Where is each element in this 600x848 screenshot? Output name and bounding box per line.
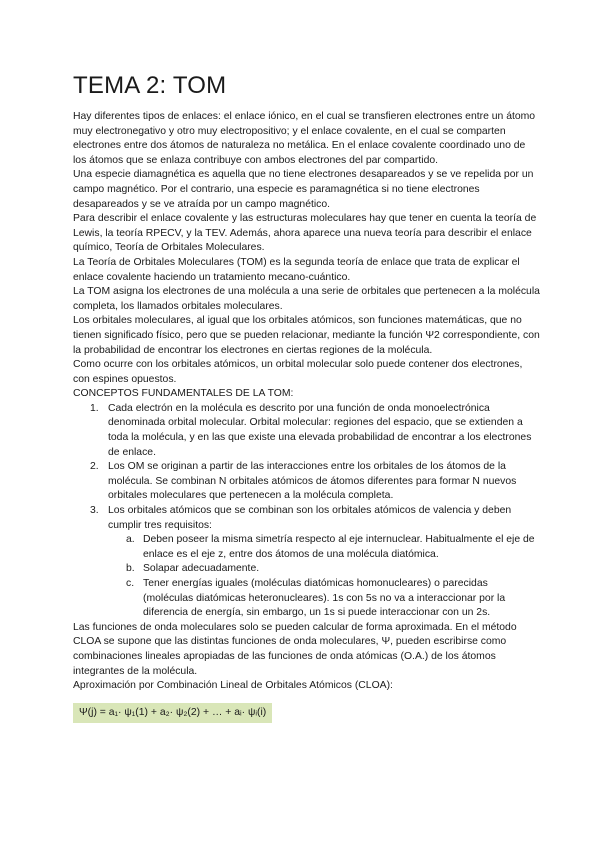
list-item-text: Tener energías iguales (moléculas diatómicas homonucleares) o parecidas (moléculas diatómicas heteronucleares). 1s con 5s no va a interaccionar por la diferencia de energía, sin embargo, un 1s si puede interaccionar con un 2s.: [143, 578, 506, 619]
list-item-text: Cada electrón en la molécula es descrito por una función de onda monoelectrónica denominada orbital molecular. Orbital molecular: regiones del espacio, que se extienden a toda la molécula, y en las que existe una elevada probabilidad de encontrar a los electrones de enlace.: [108, 402, 532, 458]
paragraph-tom-asigna: La TOM asigna los electrones de una molécula a una serie de orbitales que pertenecen a la molécula completa, los llamados orbitales moleculares.: [73, 286, 540, 312]
list-number: 2.: [90, 461, 99, 473]
requirements-list: [108, 533, 540, 621]
list-letter: c.: [126, 578, 135, 589]
list-item-text: Deben poseer la misma simetría respecto al eje internuclear. Habitualmente el eje de enlace es el eje z, entre dos átomos de una molécula diatómica.: [143, 534, 535, 560]
paragraph-funciones-onda: Las funciones de onda moleculares solo se pueden calcular de forma aproximada. En el método CLOA se supone que las distintas funciones de onda moleculares, Ψ, pueden escribirse como combinaciones lineales apropiadas de las funciones de onda atómicas (O.A.) de los átomos integrantes de la molécula.: [73, 621, 517, 677]
paragraph-cloa: Aproximación por Combinación Lineal de Orbitales Atómicos (CLOA):: [73, 680, 393, 692]
cloa-formula: Ψ(j) = a₁· ψ₁(1) + a₂· ψ₂(2) + … + aᵢ· ψᵢ(i): [73, 703, 272, 723]
paragraph-orbitales-moleculares: Los orbitales moleculares, al igual que los orbitales atómicos, son funciones matemáticas, que no tienen significado físico, pero que se pueden relacionar, mediante la función Ψ2 correspondiente, con la probabilidad de encontrar los electrones en ciertas regiones de la molécula.: [73, 315, 540, 356]
paragraph-teorias: Para describir el enlace covalente y las estructuras moleculares hay que tener en cuenta la teoría de Lewis, la teoría RPECV, y la TEV. Además, ahora aparece una nueva teoría para describir el enlace químico, Teoría de Orbitales Moleculares.: [73, 213, 537, 254]
list-item-text: Solapar adecuadamente.: [143, 563, 260, 575]
list-item-text: Los OM se originan a partir de las interacciones entre los orbitales de los átomos de la molécula. Se combinan N orbitales atómicos de átomos diferentes para formar N nuevos orbitales moleculares que pertenecen a la molécula completa.: [108, 461, 517, 502]
list-item: [73, 562, 540, 577]
list-item: [73, 577, 540, 621]
list-letter: b.: [126, 563, 135, 575]
document-body: [73, 110, 540, 723]
section-heading-conceptos: CONCEPTOS FUNDAMENTALES DE LA TOM:: [73, 388, 294, 400]
list-item: [73, 402, 540, 460]
paragraph-espines: Como ocurre con los orbitales atómicos, un orbital molecular solo puede contener dos electrones, con espines opuestos.: [73, 359, 523, 385]
list-number: 1.: [90, 402, 99, 414]
list-number: 3.: [90, 505, 99, 517]
list-item-text: Los orbitales atómicos que se combinan son los orbitales atómicos de valencia y deben cumplir tres requisitos:: [108, 505, 512, 531]
paragraph-enlaces: Hay diferentes tipos de enlaces: el enlace iónico, en el cual se transfieren electrones entre un átomo muy electronegativo y otro muy electropositivo; y el enlace covalente, en el cual se comparten electrones entre dos átomos de naturaleza no metálica. En el enlace covalente coordinado uno de los átomos que se enlaza contribuye con ambos electrones del par compartido.: [73, 111, 536, 166]
paragraph-diamagnetica: Una especie diamagnética es aquella que no tiene electrones desapareados y se ve repelida por un campo magnético. Por el contrario, una especie es paramagnética si no tiene electrones desapareados y se ve atraída por un campo magnético.: [73, 169, 534, 210]
list-item: [73, 460, 540, 504]
paragraph-tom-definicion: La Teoría de Orbitales Moleculares (TOM) es la segunda teoría de enlace que trata de explicar el enlace covalente haciendo un tratamiento mecano-cuántico.: [73, 256, 520, 283]
page-title: TEMA 2: TOM: [73, 72, 227, 99]
list-item: [73, 504, 540, 621]
list-item: [73, 533, 540, 562]
list-letter: a.: [126, 534, 135, 546]
concepts-list: [73, 402, 540, 621]
